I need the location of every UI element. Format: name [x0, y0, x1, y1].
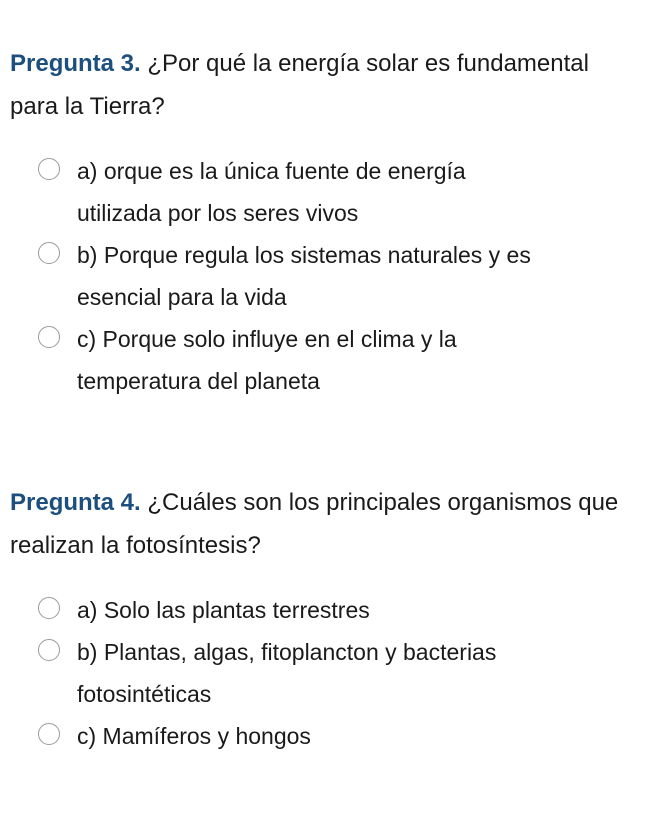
question-4-prompt — [10, 481, 640, 567]
radio-button[interactable] — [38, 242, 60, 264]
question-3-text: ¿Por qué la energía solar es fundamental para la Tierra? — [10, 50, 589, 120]
radio-button[interactable] — [38, 639, 60, 661]
option-label: c) Porque solo influye en el clima y la temperatura del planeta — [77, 326, 457, 394]
option-label: a) Solo las plantas terrestres — [77, 597, 370, 623]
radio-button[interactable] — [38, 723, 60, 745]
question-3-prompt — [10, 42, 640, 128]
question-4-text: ¿Cuáles son los principales organismos que realizan la fotosíntesis? — [10, 489, 619, 559]
radio-button[interactable] — [38, 326, 60, 348]
option-label: b) Plantas, algas, fitoplancton y bacterias fotosintéticas — [77, 639, 497, 707]
question-3 — [10, 42, 640, 402]
question-3-options — [38, 150, 640, 402]
question-3-option-a[interactable] — [38, 150, 640, 234]
question-3-label: Pregunta 3. — [10, 50, 141, 77]
option-label: c) Mamíferos y hongos — [77, 723, 311, 749]
question-4-option-c[interactable] — [38, 715, 640, 757]
question-4-option-b[interactable] — [38, 631, 640, 715]
option-label: b) Porque regula los sistemas naturales y es esencial para la vida — [77, 242, 531, 310]
radio-button[interactable] — [38, 597, 60, 619]
question-3-option-b[interactable] — [38, 234, 640, 318]
question-4-options — [38, 589, 640, 757]
question-4 — [10, 481, 640, 757]
question-3-option-c[interactable] — [38, 318, 640, 402]
question-4-label: Pregunta 4. — [10, 489, 141, 516]
question-4-option-a[interactable] — [38, 589, 640, 631]
radio-button[interactable] — [38, 158, 60, 180]
option-label: a) orque es la única fuente de energía utilizada por los seres vivos — [77, 158, 466, 226]
